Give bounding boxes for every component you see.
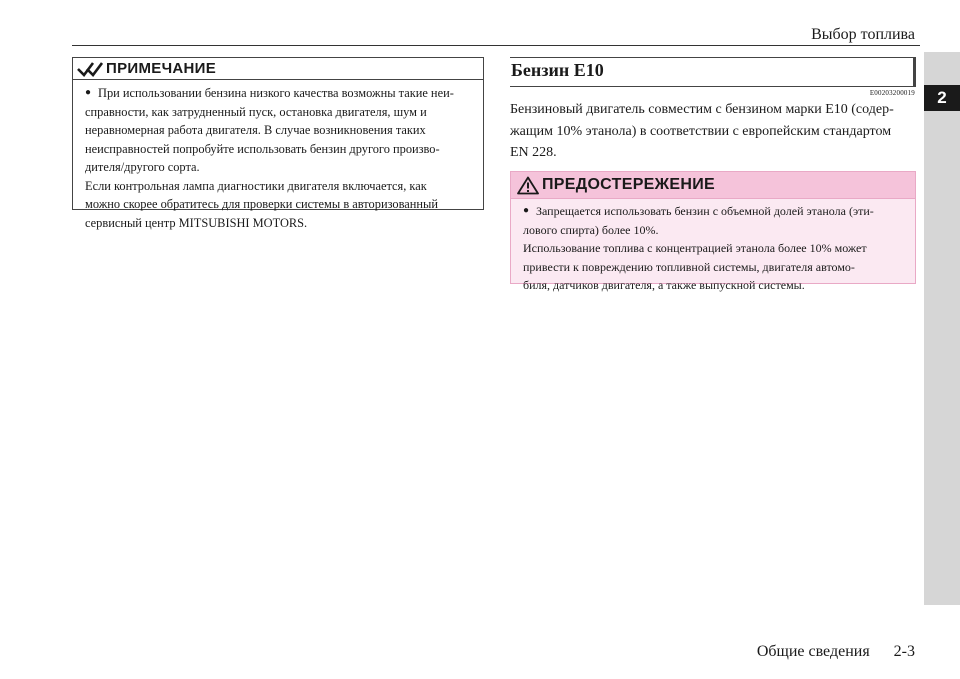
chapter-number: 2 [924,85,960,111]
warning-body [511,199,915,295]
chapter-side-tab [924,52,960,605]
section-title: Бензин E10 [511,60,604,80]
warning-line: привести к повреждению топливной системы, двигателя автомо- [523,259,855,274]
note-box [72,57,484,230]
warning-triangle-icon [517,176,539,195]
note-line: неисправностей попробуйте использовать бензин другого произво- [85,141,440,156]
footer-page-number: 2-3 [893,643,915,660]
note-body [73,80,483,232]
note-title: ПРИМЕЧАНИЕ [106,60,217,77]
bullet-icon: ● [85,87,92,98]
section-line: Бензиновый двигатель совместим с бензином марки E10 (содер- [510,102,894,117]
note-line: неравномерная работа двигателя. В случае возникновения таких [85,123,426,137]
page-footer [757,643,915,661]
bullet-icon: ● [523,205,530,216]
note-header [73,58,483,80]
header-rule [72,45,920,46]
section-line: жащим 10% этанола) в соответствии с европейским стандартом [510,123,892,139]
page-header-title: Выбор топлива [811,26,915,43]
note-line: При использовании бензина низкого качества возможны такие неи- [98,86,454,100]
section-code: E00203200019 [869,89,915,97]
note-line: Если контрольная лампа диагностики двигателя включается, как [85,178,427,193]
warning-box [510,171,916,292]
warning-header [511,172,915,199]
footer-section-name: Общие сведения [756,643,870,660]
warning-bullet-item [523,202,907,221]
note-line: дителя/другого сорта. [85,160,200,174]
note-line: справности, как затрудненный пуск, остановка двигателя, шум и [85,104,427,119]
warning-line: лового спирта) более 10%. [523,222,659,237]
section-text [510,99,916,164]
warning-title: ПРЕДОСТЕРЕЖЕНИЕ [542,176,715,193]
warning-line: Использование топлива с концентрацией этанола более 10% может [523,241,867,255]
note-line: можно скорее обратитесь для проверки системы в авторизованный [85,197,438,211]
note-line: сервисный центр MITSUBISHI MOTORS. [85,215,308,230]
warning-line: биля, датчиков двигателя, а также выпускной системы. [523,278,805,292]
note-bullet-item [85,84,474,103]
warning-line: Запрещается использовать бензин с объемной долей этанола (эти- [536,204,874,218]
section-line: EN 228. [510,145,557,160]
note-check-icon [77,61,103,77]
